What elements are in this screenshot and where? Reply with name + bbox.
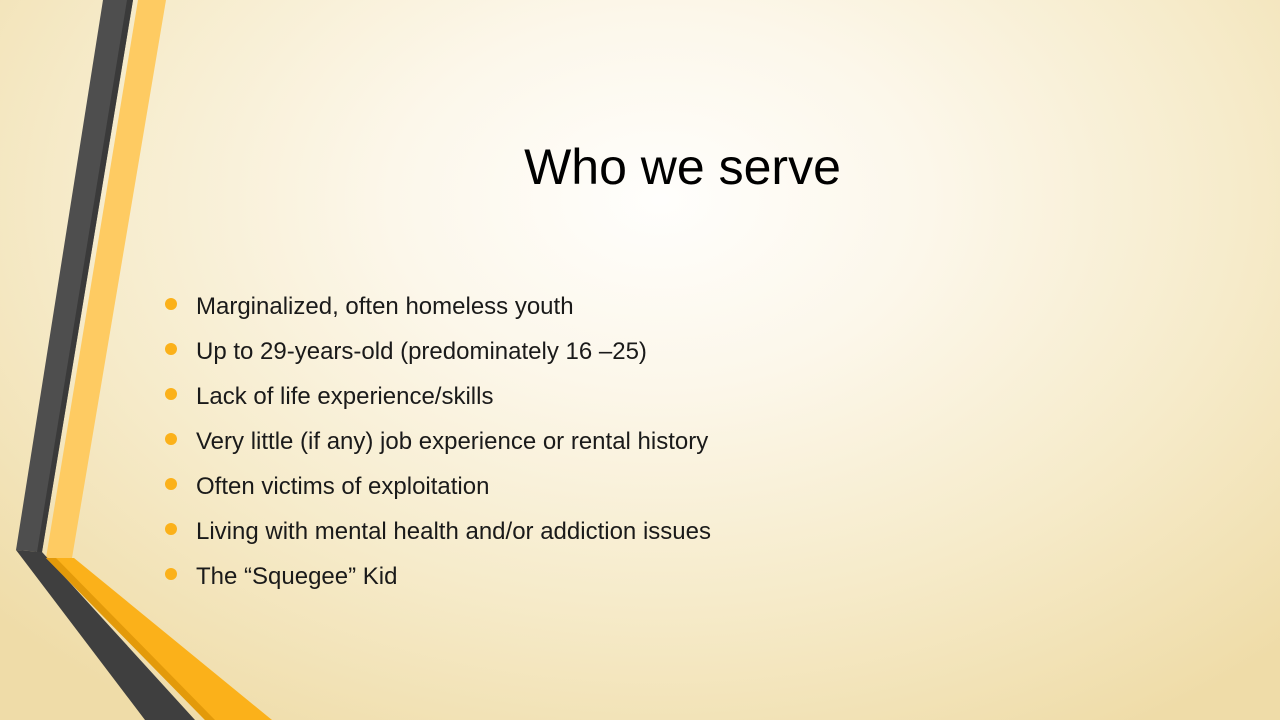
bullet-dot-icon [165,478,177,490]
list-item [162,509,711,554]
bullet-dot-icon [165,343,177,355]
bullet-text: Up to 29-years-old (predominately 16 –25) [196,338,647,365]
bullet-dot-icon [165,433,177,445]
bullet-text: Very little (if any) job experience or rental history [196,428,709,455]
bullet-text: Marginalized, often homeless youth [196,293,574,320]
slide-title: Who we serve [524,139,841,195]
list-item [162,554,711,599]
bullet-text: Living with mental health and/or addiction issues [196,518,711,545]
list-item [162,284,711,329]
bullet-dot-icon [165,298,177,310]
bullet-dot-icon [165,388,177,400]
list-item [162,419,711,464]
list-item [162,464,711,509]
bullet-text: The “Squegee” Kid [196,563,398,590]
bullet-text: Often victims of exploitation [196,473,490,500]
bullet-dot-icon [165,523,177,535]
bullet-dot-icon [165,568,177,580]
bullet-list [162,284,711,599]
list-item [162,374,711,419]
list-item [162,329,711,374]
bullet-text: Lack of life experience/skills [196,383,494,410]
